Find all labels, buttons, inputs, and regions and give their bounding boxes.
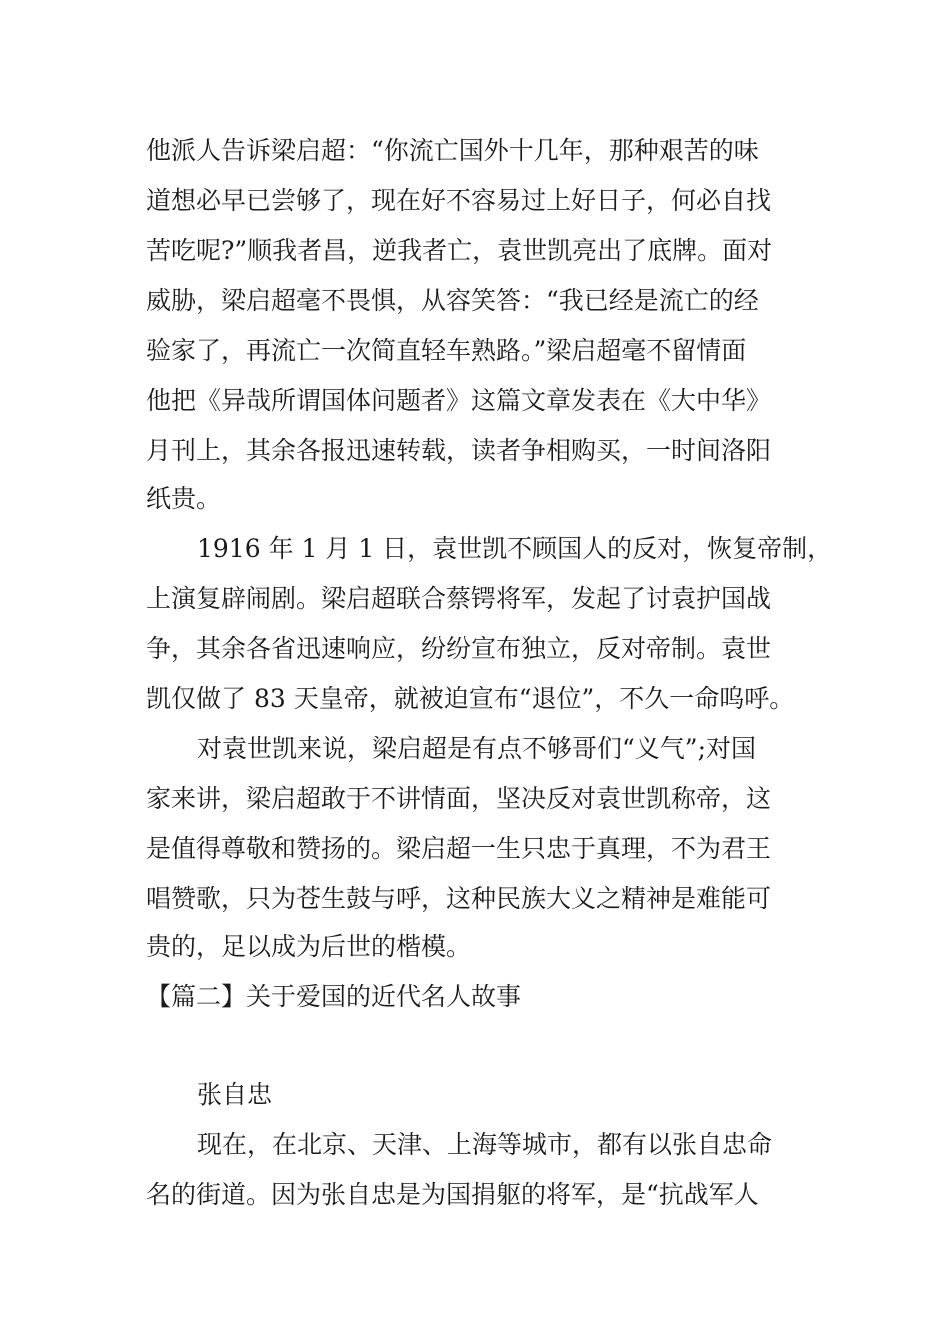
text-line: 验家了，再流亡一次简直轻车熟路。”梁启超毫不留情面: [146, 336, 747, 365]
text-line: 家来讲，梁启超敢于不讲情面，坚决反对袁世凯称帝，这: [146, 784, 772, 813]
paragraph-start-line: 对袁世凯来说，梁启超是有点不够哥们“义气”;对国: [197, 734, 756, 763]
text-line: 道想必早已尝够了，现在好不容易过上好日子，何必自找: [146, 186, 772, 215]
text-line: 唱赞歌，只为苍生鼓与呼，这种民族大义之精神是难能可: [146, 884, 772, 913]
text-line: 上演复辟闹剧。梁启超联合蔡锷将军，发起了讨袁护国战: [146, 584, 772, 613]
text-line: 他派人告诉梁启超：“你流亡国外十几年，那种艰苦的味: [146, 136, 759, 165]
section-heading: 【篇二】关于爱国的近代名人故事: [146, 982, 522, 1011]
text-line: 是值得尊敬和赞扬的。梁启超一生只忠于真理，不为君王: [146, 834, 772, 863]
text-line: 贵的，足以成为后世的楷模。: [146, 932, 472, 961]
text-line: 月刊上，其余各报迅速转载，读者争相购买，一时间洛阳: [146, 436, 772, 465]
text-line: 他把《异哉所谓国体问题者》这篇文章发表在《大中华》: [146, 386, 772, 415]
paragraph-start-line: 1916 年 1 月 1 日，袁世凯不顾国人的反对，恢复帝制，: [197, 534, 833, 563]
paragraph-start-line: 现在，在北京、天津、上海等城市，都有以张自忠命: [197, 1130, 773, 1159]
text-line: 争，其余各省迅速响应，纷纷宣布独立，反对帝制。袁世: [146, 634, 772, 663]
text-line: 苦吃呢?”顺我者昌，逆我者亡，袁世凯亮出了底牌。面对: [146, 236, 773, 265]
subsection-title: 张自忠: [197, 1080, 273, 1109]
text-line: 名的街道。因为张自忠是为国捐躯的将军，是“抗战军人: [146, 1180, 759, 1209]
text-line: 凯仅做了 83 天皇帝，就被迫宣布“退位”，不久一命呜呼。: [146, 684, 795, 713]
text-line: 纸贵。: [146, 484, 222, 513]
text-line: 威胁，梁启超毫不畏惧，从容笑答：“我已经是流亡的经: [146, 286, 759, 315]
